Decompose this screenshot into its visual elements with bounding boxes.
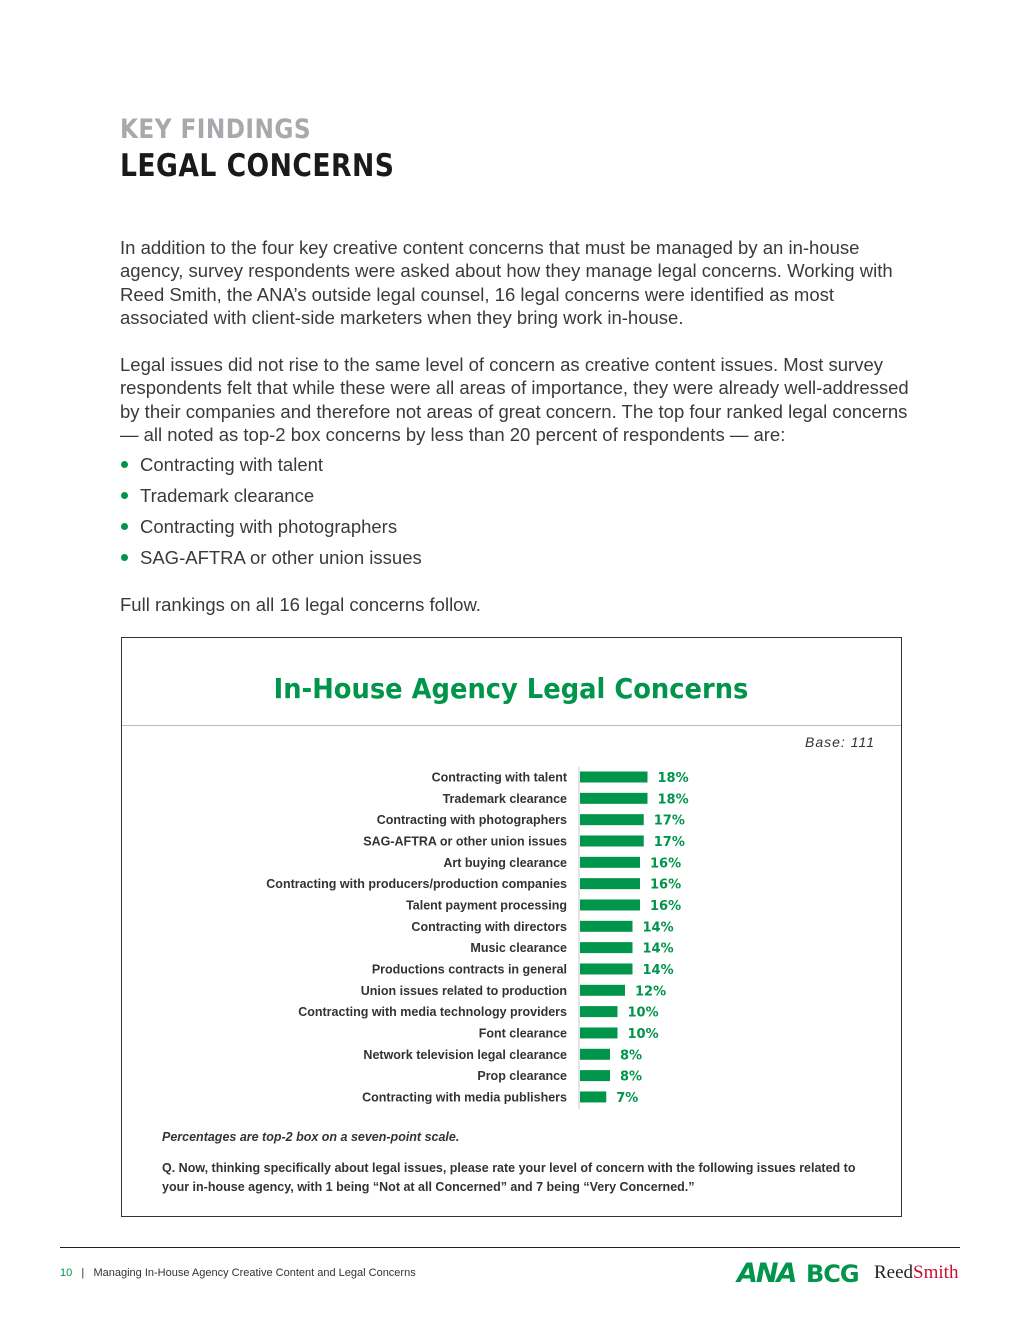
bar	[580, 899, 640, 910]
section-kicker: KEY FINDINGS	[120, 114, 311, 145]
value-label: 16%	[650, 877, 682, 893]
rankings-paragraph: Full rankings on all 16 legal concerns follow.	[120, 594, 481, 615]
category-label: Contracting with photographers	[376, 813, 567, 828]
page-title: LEGAL CONCERNS	[120, 148, 395, 184]
category-label: Contracting with talent	[431, 770, 567, 785]
list-item: Contracting with photographers	[120, 515, 422, 546]
category-label: SAG-AFTRA or other union issues	[363, 834, 567, 849]
page-number: 10	[60, 1267, 73, 1279]
value-label: 17%	[653, 813, 685, 829]
chart-title: In-House Agency Legal Concerns	[273, 672, 749, 705]
category-label: Font clearance	[478, 1026, 567, 1041]
value-label: 16%	[650, 898, 682, 914]
bar	[580, 963, 633, 974]
bar	[580, 985, 625, 996]
bar	[580, 814, 644, 825]
category-label: Contracting with directors	[411, 919, 567, 934]
bar	[580, 772, 648, 783]
value-label: 18%	[657, 792, 689, 808]
footer	[60, 1267, 416, 1279]
value-label: 10%	[627, 1026, 659, 1042]
ana-logo: ANA	[737, 1258, 796, 1289]
footer-separator: |	[81, 1267, 85, 1279]
reedsmith-logo: ReedSmith	[874, 1262, 959, 1283]
category-label: Music clearance	[470, 941, 567, 956]
category-label: Productions contracts in general	[371, 962, 567, 977]
intro-paragraph: In addition to the four key creative content concerns that must be managed by an in-house agency, survey respondents were asked about how they manage legal concerns. Working with Reed Smith, the ANA’s outside legal counsel, 16 legal concerns were identified as most associated with client-side marketers when they bring work in-house.	[120, 237, 893, 329]
category-label: Contracting with media publishers	[362, 1090, 567, 1105]
bar	[580, 1027, 618, 1038]
bar	[580, 835, 644, 846]
value-label: 14%	[642, 941, 674, 957]
category-label: Contracting with producers/production companies	[266, 877, 567, 892]
value-label: 12%	[635, 984, 667, 1000]
category-label: Trademark clearance	[442, 791, 567, 806]
value-label: 7%	[616, 1090, 639, 1106]
category-label: Talent payment processing	[406, 898, 567, 913]
footer-divider	[60, 1247, 960, 1248]
category-label: Contracting with media technology providers	[298, 1005, 567, 1020]
chart-note: Percentages are top-2 box on a seven-point scale.	[162, 1130, 460, 1144]
value-label: 10%	[627, 1005, 659, 1021]
list-item: Contracting with talent	[120, 453, 422, 484]
category-label: Art buying clearance	[443, 855, 567, 870]
value-label: 17%	[653, 834, 685, 850]
bar	[580, 1049, 610, 1060]
value-label: 14%	[642, 920, 674, 936]
bar	[580, 921, 633, 932]
category-label: Network television legal clearance	[363, 1047, 567, 1062]
legal-issues-paragraph: Legal issues did not rise to the same level of concern as creative content issues. Most survey respondents felt that while these were all areas of importance, they were already well-addressed by their companies and therefore not areas of great concern. The top four ranked legal concerns — all noted as top-2 box concerns by less than 20 percent of respondents — are:	[120, 354, 909, 446]
bar	[580, 942, 633, 953]
chart-base-label: Base: 111	[805, 734, 875, 750]
list-item: Trademark clearance	[120, 484, 422, 515]
footer-doc-title: Managing In-House Agency Creative Content and Legal Concerns	[93, 1267, 416, 1279]
bar	[580, 793, 648, 804]
bar	[580, 857, 640, 868]
value-label: 8%	[620, 1069, 643, 1085]
bar	[580, 1006, 618, 1017]
value-label: 8%	[620, 1048, 643, 1064]
bar	[580, 878, 640, 889]
bar	[580, 1091, 606, 1102]
bar	[580, 1070, 610, 1081]
category-label: Prop clearance	[477, 1069, 567, 1084]
value-label: 18%	[657, 771, 689, 786]
value-label: 16%	[650, 856, 682, 872]
value-label: 14%	[642, 962, 674, 978]
survey-question: Q. Now, thinking specifically about legal issues, please rate your level of concern with the following issues related to your in-house agency, with 1 being “Not at all Concerned” and 7 being “Very Concerned.”	[162, 1161, 856, 1194]
category-label: Union issues related to production	[360, 983, 567, 998]
list-item: SAG-AFTRA or other union issues	[120, 546, 422, 577]
bcg-logo: BCG	[806, 1260, 859, 1288]
